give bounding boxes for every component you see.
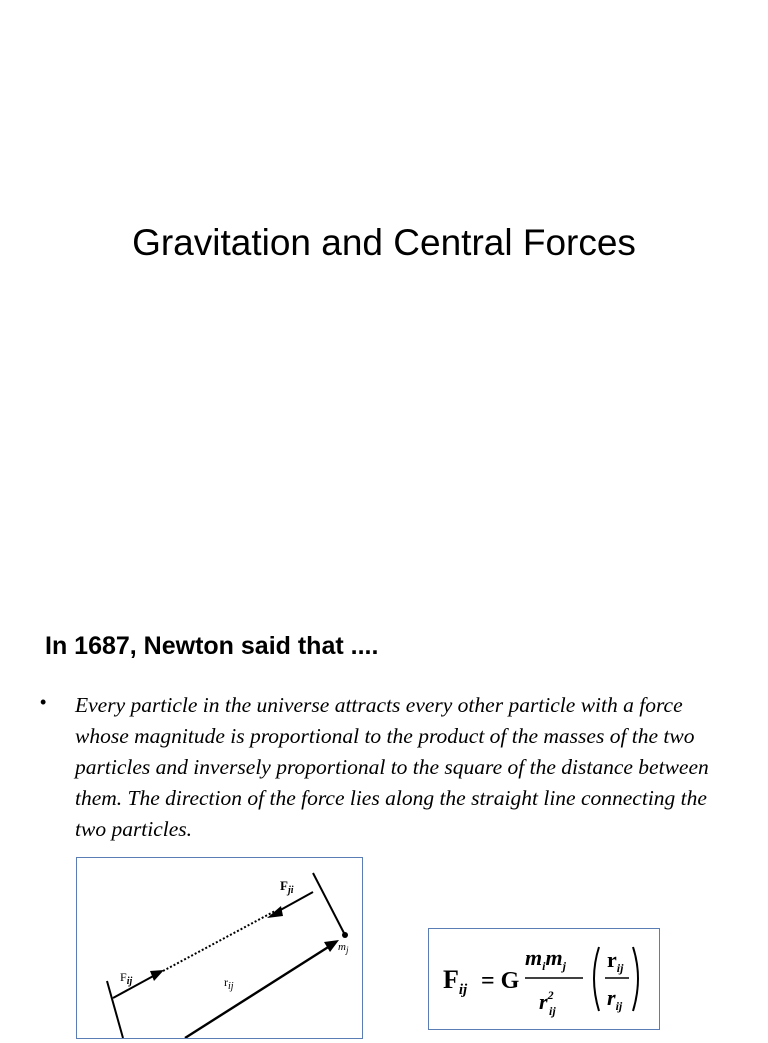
label-mj: $m_j$ — [338, 941, 349, 955]
gravitation-equation — [428, 928, 660, 1030]
arrowhead-ij — [150, 970, 164, 981]
bullet-text: Every particle in the universe attracts every other particle with a force whose magnitude is proportional to the product of the masses of the two particles and inversely proportional to the square of the distance between them. The direction of the force lies along the straight line connecting the two particles. — [75, 693, 709, 841]
eq-denominator-sub: ij — [549, 1004, 556, 1018]
eq-denominator: $r^2$ — [539, 988, 554, 1014]
force-diagram-svg — [77, 858, 362, 1038]
slide-title: Gravitation and Central Forces — [132, 222, 636, 263]
particle-i-line — [107, 981, 123, 1038]
equation-svg — [429, 929, 659, 1029]
bullet-icon: • — [40, 692, 47, 712]
dotted-line — [163, 911, 275, 971]
particle-j-line — [313, 873, 345, 935]
slide-heading: In 1687, Newton said that .... — [45, 632, 379, 660]
arrowhead-ji — [267, 906, 283, 918]
eq-vec-den: $r_{ij}$ — [607, 985, 623, 1013]
force-diagram — [76, 857, 363, 1039]
label-fij: $F_{ij}$ — [120, 970, 133, 987]
content-slide — [0, 576, 768, 1024]
eq-lhs: $F_{ij}$ — [443, 965, 468, 998]
label-fji: $F_{ji}$ — [280, 878, 294, 896]
left-paren — [594, 947, 599, 1011]
mass-point-j — [342, 932, 348, 938]
arrowhead-rij — [324, 940, 339, 952]
eq-vec-num: $r_{ij}$ — [607, 947, 624, 975]
right-paren — [633, 947, 638, 1011]
label-rij: $r_{ij}$ — [224, 975, 234, 992]
eq-numerator: $m_im_j$ — [525, 945, 566, 973]
eq-equals-g: = G — [481, 968, 520, 994]
